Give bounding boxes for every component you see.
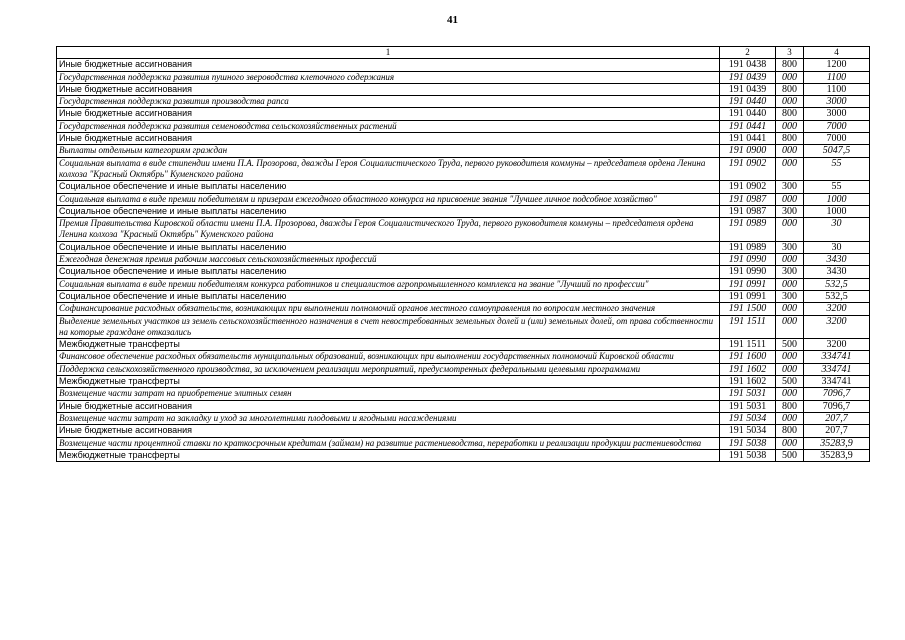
- row-name: Возмещение части затрат на приобретение элитных семян: [57, 388, 720, 400]
- row-type: 000: [776, 254, 804, 266]
- row-name: Иные бюджетные ассигнования: [57, 133, 720, 145]
- row-amount: 1000: [804, 193, 870, 205]
- row-name: Социальное обеспечение и иные выплаты населению: [57, 205, 720, 217]
- row-type: 300: [776, 290, 804, 302]
- row-name: Возмещение части затрат на закладку и уход за многолетними плодовыми и ягодными насаждениями: [57, 412, 720, 424]
- table-row: [57, 120, 870, 132]
- budget-table: [56, 46, 870, 462]
- row-type: 800: [776, 59, 804, 71]
- row-type: 300: [776, 266, 804, 278]
- row-code: 191 0987: [720, 193, 776, 205]
- table-row: [57, 351, 870, 363]
- row-name: Премия Правительства Кировской области имени П.А. Прозорова, дважды Героя Социалистического Труда, первого руководителя коммуны – председателя ордена Ленина колхоза "Красный Октябрь" Куменского района: [57, 218, 720, 242]
- table-row: [57, 315, 870, 339]
- row-name: Межбюджетные трансферты: [57, 376, 720, 388]
- row-name: Ежегодная денежная премия рабочим массовых сельскохозяйственных профессий: [57, 254, 720, 266]
- table-row: [57, 303, 870, 315]
- row-type: 000: [776, 412, 804, 424]
- row-type: 800: [776, 425, 804, 437]
- row-code: 191 5034: [720, 425, 776, 437]
- row-type: 800: [776, 133, 804, 145]
- row-type: 800: [776, 400, 804, 412]
- row-name: Государственная поддержка развития производства рапса: [57, 96, 720, 108]
- row-type: 000: [776, 388, 804, 400]
- row-name: Социальная выплата в виде премии победителям конкурса работников и специалистов агропромышленного комплекса на звание "Лучший по профессии": [57, 278, 720, 290]
- page-number: 41: [447, 14, 458, 26]
- row-code: 191 0990: [720, 266, 776, 278]
- table-row: [57, 254, 870, 266]
- row-name: Социальное обеспечение и иные выплаты населению: [57, 266, 720, 278]
- header-col-3: 3: [776, 47, 804, 59]
- row-name: Выделение земельных участков из земель сельскохозяйственного назначения в счет невостребованных земельных долей и (или) земельных долей, от права собственности на которые граждане отказались: [57, 315, 720, 339]
- row-amount: 207,7: [804, 412, 870, 424]
- table-row: [57, 218, 870, 242]
- row-name: Социальная выплата в виде стипендии имени П.А. Прозорова, дважды Героя Социалистического Труда, первого руководителя коммуны – председателя ордена Ленина колхоза "Красный Октябрь" Куменского района: [57, 157, 720, 181]
- row-name: Социальное обеспечение и иные выплаты населению: [57, 181, 720, 193]
- row-type: 000: [776, 278, 804, 290]
- row-amount: 7000: [804, 120, 870, 132]
- row-amount: 1200: [804, 59, 870, 71]
- table-row: [57, 133, 870, 145]
- row-amount: 3200: [804, 339, 870, 351]
- row-name: Социальное обеспечение и иные выплаты населению: [57, 241, 720, 253]
- row-amount: 30: [804, 241, 870, 253]
- row-code: 191 0438: [720, 59, 776, 71]
- table-body: [57, 59, 870, 462]
- row-code: 191 0440: [720, 96, 776, 108]
- row-amount: 7096,7: [804, 400, 870, 412]
- row-code: 191 0990: [720, 254, 776, 266]
- row-name: Государственная поддержка развития пушного звероводства клеточного содержания: [57, 71, 720, 83]
- row-name: Иные бюджетные ассигнования: [57, 425, 720, 437]
- row-code: 191 0991: [720, 290, 776, 302]
- row-code: 191 0989: [720, 241, 776, 253]
- row-code: 191 0989: [720, 218, 776, 242]
- row-name: Выплаты отдельным категориям граждан: [57, 145, 720, 157]
- row-amount: 3000: [804, 96, 870, 108]
- table-row: [57, 96, 870, 108]
- row-amount: 3200: [804, 303, 870, 315]
- row-code: 191 5034: [720, 412, 776, 424]
- row-type: 000: [776, 363, 804, 375]
- row-type: 300: [776, 241, 804, 253]
- row-amount: 1100: [804, 83, 870, 95]
- row-type: 000: [776, 303, 804, 315]
- row-code: 191 0900: [720, 145, 776, 157]
- row-amount: 334741: [804, 351, 870, 363]
- row-name: Межбюджетные трансферты: [57, 339, 720, 351]
- table-row: [57, 59, 870, 71]
- row-name: Иные бюджетные ассигнования: [57, 83, 720, 95]
- row-amount: 7096,7: [804, 388, 870, 400]
- row-name: Иные бюджетные ассигнования: [57, 59, 720, 71]
- row-type: 000: [776, 145, 804, 157]
- row-amount: 532,5: [804, 278, 870, 290]
- row-code: 191 0902: [720, 157, 776, 181]
- table-row: [57, 205, 870, 217]
- row-type: 000: [776, 193, 804, 205]
- row-code: 191 1511: [720, 315, 776, 339]
- row-name: Возмещение части процентной ставки по краткосрочным кредитам (займам) на развитие растениеводства, переработки и реализации продукции растениеводства: [57, 437, 720, 449]
- table-row: [57, 290, 870, 302]
- table-row: [57, 437, 870, 449]
- row-name: Социальная выплата в виде премии победителям и призерам ежегодного областного конкурса на присвоение звания "Лучшее личное подсобное хозяйство": [57, 193, 720, 205]
- row-amount: 35283,9: [804, 449, 870, 461]
- row-type: 300: [776, 205, 804, 217]
- row-name: Социальное обеспечение и иные выплаты населению: [57, 290, 720, 302]
- row-code: 191 5038: [720, 437, 776, 449]
- table-row: [57, 71, 870, 83]
- header-col-2: 2: [720, 47, 776, 59]
- header-col-1: 1: [57, 47, 720, 59]
- row-name: Софинансирование расходных обязательств, возникающих при выполнении полномочий органов местного самоуправления по вопросам местного значения: [57, 303, 720, 315]
- row-type: 500: [776, 449, 804, 461]
- row-type: 000: [776, 71, 804, 83]
- table-row: [57, 425, 870, 437]
- row-type: 800: [776, 83, 804, 95]
- header-col-4: 4: [804, 47, 870, 59]
- row-code: 191 0902: [720, 181, 776, 193]
- row-code: 191 1600: [720, 351, 776, 363]
- row-code: 191 0441: [720, 120, 776, 132]
- row-code: 191 5038: [720, 449, 776, 461]
- row-type: 300: [776, 181, 804, 193]
- row-amount: 334741: [804, 363, 870, 375]
- row-code: 191 1602: [720, 363, 776, 375]
- table-row: [57, 83, 870, 95]
- table-row: [57, 400, 870, 412]
- row-code: 191 1511: [720, 339, 776, 351]
- row-type: 800: [776, 108, 804, 120]
- row-name: Финансовое обеспечение расходных обязательств муниципальных образований, возникающих при выполнении государственных полномочий Кировской области: [57, 351, 720, 363]
- row-amount: 532,5: [804, 290, 870, 302]
- row-code: 191 5031: [720, 388, 776, 400]
- table-row: [57, 108, 870, 120]
- row-code: 191 0441: [720, 133, 776, 145]
- row-code: 191 1602: [720, 376, 776, 388]
- row-type: 000: [776, 351, 804, 363]
- row-amount: 3000: [804, 108, 870, 120]
- row-type: 000: [776, 120, 804, 132]
- table-row: [57, 181, 870, 193]
- table-row: [57, 376, 870, 388]
- row-amount: 7000: [804, 133, 870, 145]
- row-code: 191 0987: [720, 205, 776, 217]
- row-amount: 1100: [804, 71, 870, 83]
- row-amount: 35283,9: [804, 437, 870, 449]
- table-row: [57, 363, 870, 375]
- table-row: [57, 412, 870, 424]
- row-type: 500: [776, 376, 804, 388]
- row-amount: 1000: [804, 205, 870, 217]
- row-amount: 55: [804, 157, 870, 181]
- table-header-row: [57, 47, 870, 59]
- row-name: Межбюджетные трансферты: [57, 449, 720, 461]
- row-type: 000: [776, 157, 804, 181]
- table-row: [57, 339, 870, 351]
- row-name: Поддержка сельскохозяйственного производства, за исключением реализации мероприятий, предусмотренных федеральными целевыми программами: [57, 363, 720, 375]
- table-row: [57, 278, 870, 290]
- row-code: 191 0439: [720, 83, 776, 95]
- row-amount: 55: [804, 181, 870, 193]
- row-type: 000: [776, 315, 804, 339]
- row-code: 191 1500: [720, 303, 776, 315]
- row-amount: 207,7: [804, 425, 870, 437]
- row-amount: 5047,5: [804, 145, 870, 157]
- row-type: 500: [776, 339, 804, 351]
- table-row: [57, 193, 870, 205]
- row-name: Государственная поддержка развития семеноводства сельскохозяйственных растений: [57, 120, 720, 132]
- row-amount: 3200: [804, 315, 870, 339]
- table-row: [57, 145, 870, 157]
- row-amount: 30: [804, 218, 870, 242]
- row-code: 191 0440: [720, 108, 776, 120]
- table-row: [57, 449, 870, 461]
- row-amount: 3430: [804, 266, 870, 278]
- table-row: [57, 157, 870, 181]
- table-row: [57, 266, 870, 278]
- table-row: [57, 388, 870, 400]
- row-code: 191 0991: [720, 278, 776, 290]
- row-amount: 3430: [804, 254, 870, 266]
- table-row: [57, 241, 870, 253]
- row-type: 000: [776, 96, 804, 108]
- row-code: 191 5031: [720, 400, 776, 412]
- row-type: 000: [776, 218, 804, 242]
- row-type: 000: [776, 437, 804, 449]
- row-name: Иные бюджетные ассигнования: [57, 400, 720, 412]
- row-code: 191 0439: [720, 71, 776, 83]
- row-name: Иные бюджетные ассигнования: [57, 108, 720, 120]
- row-amount: 334741: [804, 376, 870, 388]
